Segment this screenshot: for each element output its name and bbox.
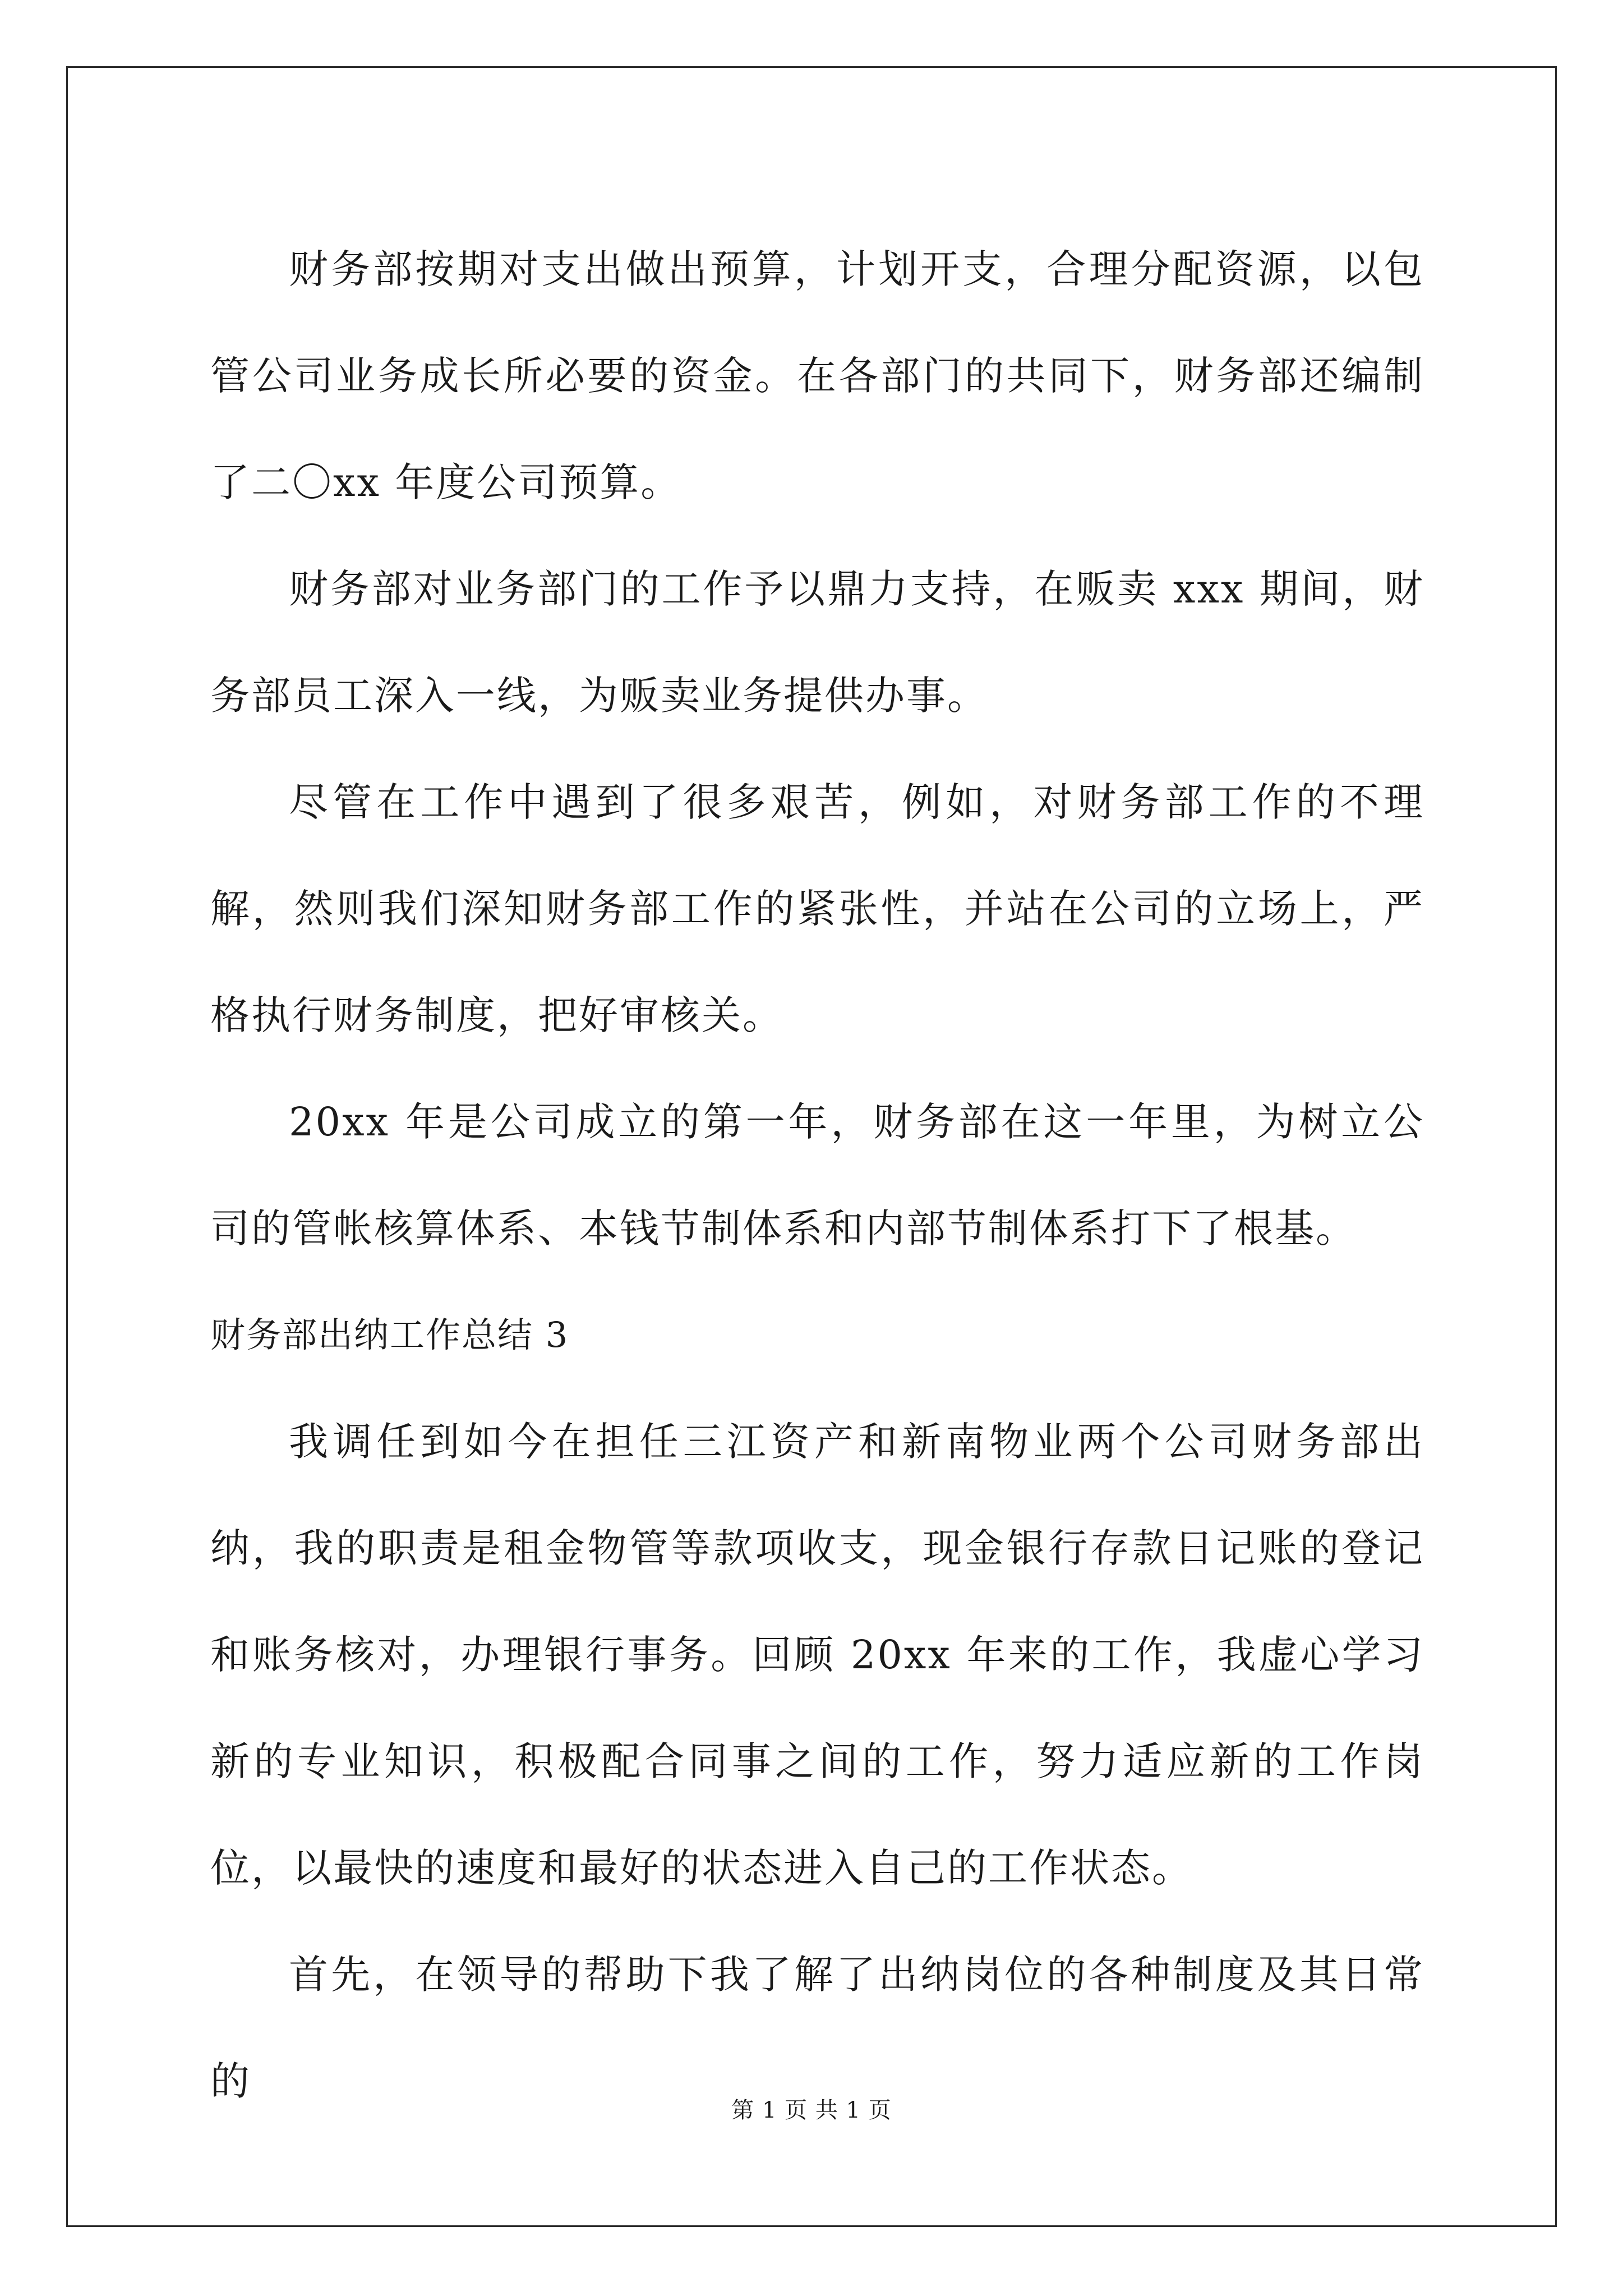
paragraph-first-year: 20xx 年是公司成立的第一年，财务部在这一年里，为树立公司的管帐核算体系、本钱节制体系和内部节制体系打下了根基。	[210, 1099, 1424, 1251]
paragraph-difficulties: 尽管在工作中遇到了很多艰苦，例如，对财务部工作的不理解，然则我们深知财务部工作的紧张性，并站在公司的立场上，严格执行财务制度，把好审核关。	[210, 779, 1424, 1038]
document-body	[210, 216, 1424, 2134]
section-heading: 财务部出纳工作总结 3	[210, 1314, 569, 1355]
paragraph-cashier-duties: 我调任到如今在担任三江资产和新南物业两个公司财务部出纳，我的职责是租金物管等款项收支，现金银行存款日记账的登记和账务核对，办理银行事务。回顾 20xx 年来的工作，我虚心学习新的专业知识，积极配合同事之间的工作，努力适应新的工作岗位，以最快的速度和最好的状态进入自己的工作状态。	[210, 1419, 1424, 1891]
page-footer: 第 1 页 共 1 页	[731, 2097, 892, 2123]
paragraph-sales-support: 财务部对业务部门的工作予以鼎力支持，在贩卖 xxx 期间，财务部员工深入一线，为贩卖业务提供办事。	[210, 566, 1424, 719]
paragraph-budget: 财务部按期对支出做出预算，计划开支，合理分配资源，以包管公司业务成长所必要的资金。在各部门的共同下，财务部还编制了二〇xx 年度公司预算。	[210, 246, 1424, 505]
paragraph-first-point: 首先，在领导的帮助下我了解了出纳岗位的各种制度及其日常的	[210, 1952, 1424, 2104]
